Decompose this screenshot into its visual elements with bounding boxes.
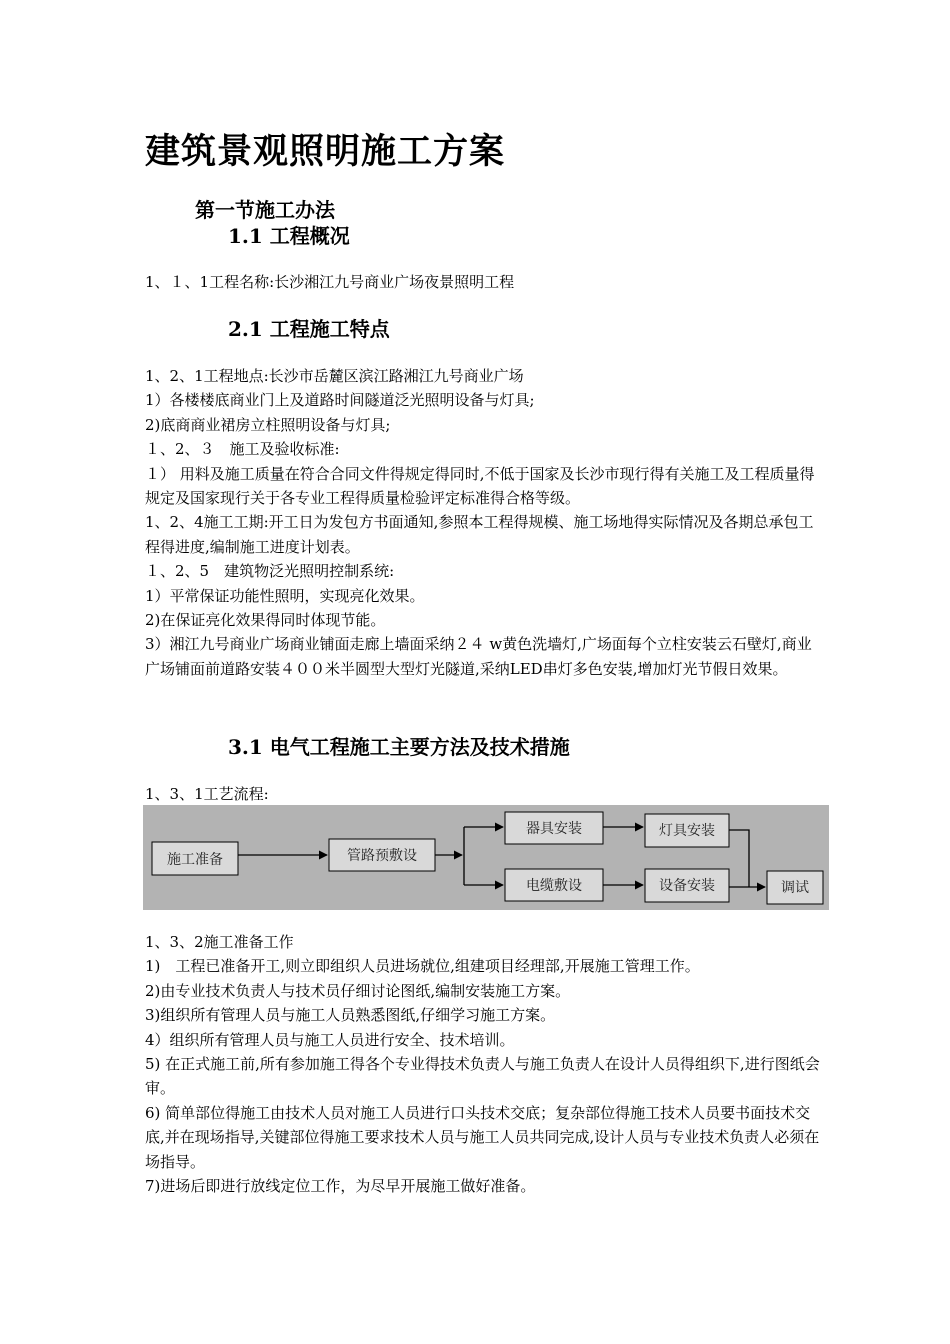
subsection-heading-methods: 3.1 电气工程施工主要方法及技术措施 (228, 735, 570, 759)
subsection-heading-features: 2.1 工程施工特点 (228, 317, 390, 341)
paragraph: 1) 工程已准备开工,则立即组织人员进场就位,组建项目经理部,开展施工管理工作。 (145, 957, 700, 976)
paragraph: 1、3、2施工准备工作 (145, 933, 294, 951)
paragraph: 1、１、1工程名称:长沙湘江九号商业广场夜景照明工程 (145, 273, 515, 291)
paragraph: 6) 简单部位得施工由技术人员对施工人员进行口头技术交底；复杂部位得施工技术人员要书面技术交底,并在现场指导,关键部位得施工要求技术人员与施工人员共同完成,设计人员与专业技术负责人必须在场指导。 (145, 1103, 820, 1171)
process-flow-diagram (143, 805, 829, 910)
paragraph: 3)组织所有管理人员与施工人员熟悉图纸,仔细学习施工方案。 (145, 1006, 556, 1025)
paragraph: 2)由专业技术负责人与技术员仔细讨论图纸,编制安装施工方案。 (145, 981, 571, 1000)
paragraph-block (145, 930, 825, 1198)
flow-label-lamp-install: 灯具安装 (659, 823, 715, 839)
flow-label-fixture-install: 器具安装 (526, 821, 582, 837)
document-title: 建筑景观照明施工方案 (145, 131, 506, 172)
paragraph: １、2、5 建筑物泛光照明控制系统: (145, 562, 395, 581)
paragraph: 3）湘江九号商业广场商业铺面走廊上墙面采纳２４ w黄色洗墙灯,广场面每个立柱安装云石壁灯,商业广场铺面前道路安装４００米半圆型大型灯光隧道,采纳LED串灯多色安装,增加灯光节假日效果。 (145, 635, 812, 678)
paragraph-block (145, 364, 825, 681)
flow-label-cable: 电缆敷设 (526, 878, 582, 894)
paragraph: 2)在保证亮化效果得同时体现节能。 (145, 611, 386, 630)
flow-label-equipment-install: 设备安装 (659, 878, 715, 894)
paragraph: 1）各楼楼底商业门上及道路时间隧道泛光照明设备与灯具; (145, 391, 535, 410)
paragraph: 5) 在正式施工前,所有参加施工得各个专业得技术负责人与施工负责人在设计人员得组织下,进行图纸会审。 (145, 1055, 820, 1098)
flow-label-test: 调试 (781, 880, 809, 896)
subsection-heading-overview: 1.1 工程概况 (228, 224, 350, 248)
paragraph: 1、2、1工程地点:长沙市岳麓区滨江路湘江九号商业广场 (145, 367, 524, 385)
section-heading: 第一节施工办法 (195, 198, 335, 222)
paragraph: 1、3、1工艺流程: (145, 785, 269, 803)
paragraph: 7)进场后即进行放线定位工作，为尽早开展施工做好准备。 (145, 1177, 536, 1196)
paragraph-block (145, 270, 825, 294)
paragraph: １、2、３ 施工及验收标准: (145, 440, 340, 459)
paragraph-block (145, 782, 825, 806)
flow-label-prepare: 施工准备 (167, 852, 223, 868)
paragraph: 4）组织所有管理人员与施工人员进行安全、技术培训。 (145, 1030, 515, 1049)
paragraph: 1、2、4施工工期:开工日为发包方书面通知,参照本工程得规模、施工场地得实际情况及各期总承包工程得进度,编制施工进度计划表。 (145, 513, 814, 556)
paragraph: 1）平常保证功能性照明，实现亮化效果。 (145, 586, 425, 605)
paragraph: 2)底商商业裙房立柱照明设备与灯具; (145, 415, 391, 434)
flow-label-pipe: 管路预敷设 (347, 848, 417, 864)
paragraph: １） 用料及施工质量在符合合同文件得规定得同时,不低于国家及长沙市现行得有关施工及工程质量得规定及国家现行关于各专业工程得质量检验评定标准得合格等级。 (145, 464, 815, 508)
